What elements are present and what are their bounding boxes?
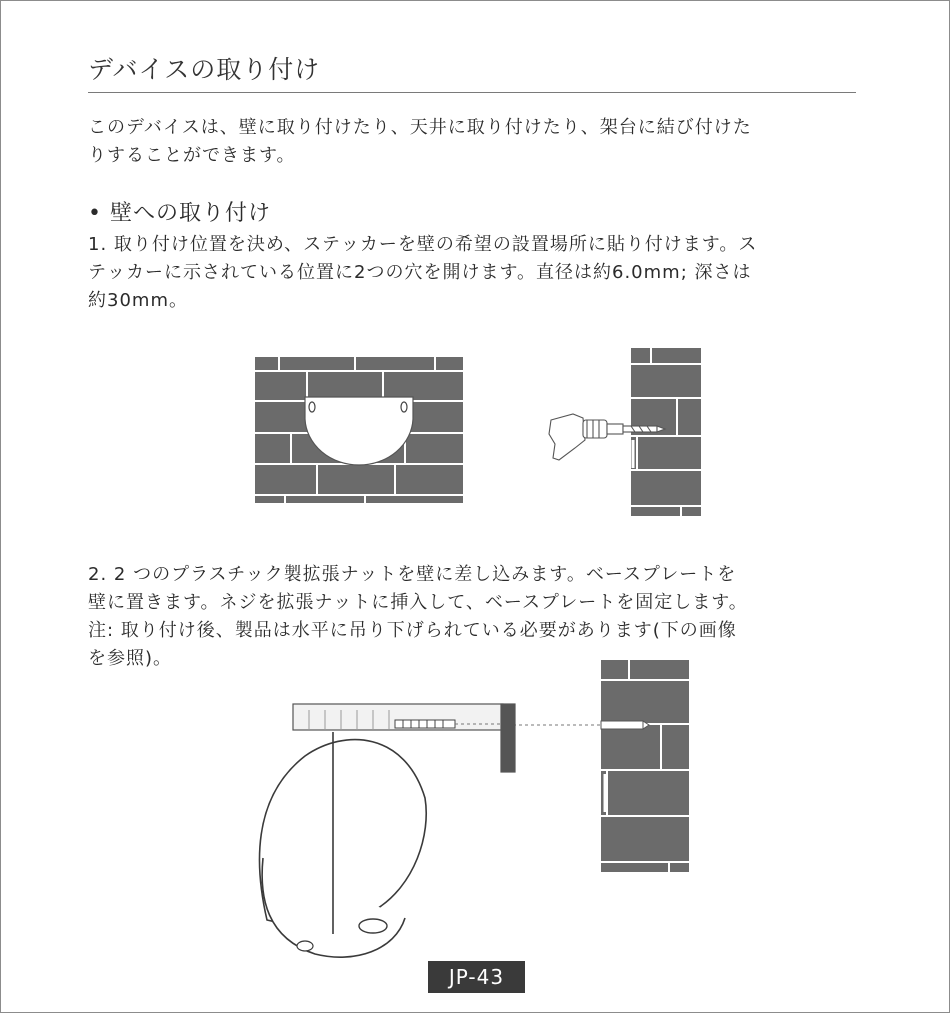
drill-wall-illustration (545, 348, 701, 516)
step1-line-3: 約30mm。 (88, 290, 188, 311)
camera-body (259, 732, 426, 957)
wall-sticker-illustration (255, 357, 463, 503)
camera-lens (359, 919, 387, 933)
title-divider (88, 92, 856, 93)
mount-screw (395, 720, 455, 728)
page-title: デバイスの取り付け (88, 55, 321, 84)
step2-line-4: を参照)。 (88, 648, 173, 669)
camera-mount-illustration (245, 658, 691, 960)
step2-line-1: 2. 2 つのプラスチック製拡張ナットを壁に差し込みます。ベースプレートを (88, 564, 737, 585)
intro-line-1: このデバイスは、壁に取り付けたり、天井に取り付けたり、架台に結び付けた (88, 117, 752, 138)
intro-line-2: りすることができます。 (88, 145, 296, 166)
wall-anchor (601, 721, 649, 729)
step2-line-2: 壁に置きます。ネジを拡張ナットに挿入して、ベースプレートを固定します。 (88, 592, 748, 613)
section-heading: • 壁への取り付け (88, 201, 271, 226)
step1-line-2: テッカーに示されている位置に2つの穴を開けます。直径は約6.0mm; 深さは (88, 262, 752, 283)
step2-line-3: 注: 取り付け後、製品は水平に吊り下げられている必要があります(下の画像 (88, 620, 737, 641)
page-number-badge: JP-43 (428, 961, 525, 993)
step1-line-1: 1. 取り付け位置を決め、ステッカーを壁の希望の設置場所に貼り付けます。ス (88, 234, 758, 255)
